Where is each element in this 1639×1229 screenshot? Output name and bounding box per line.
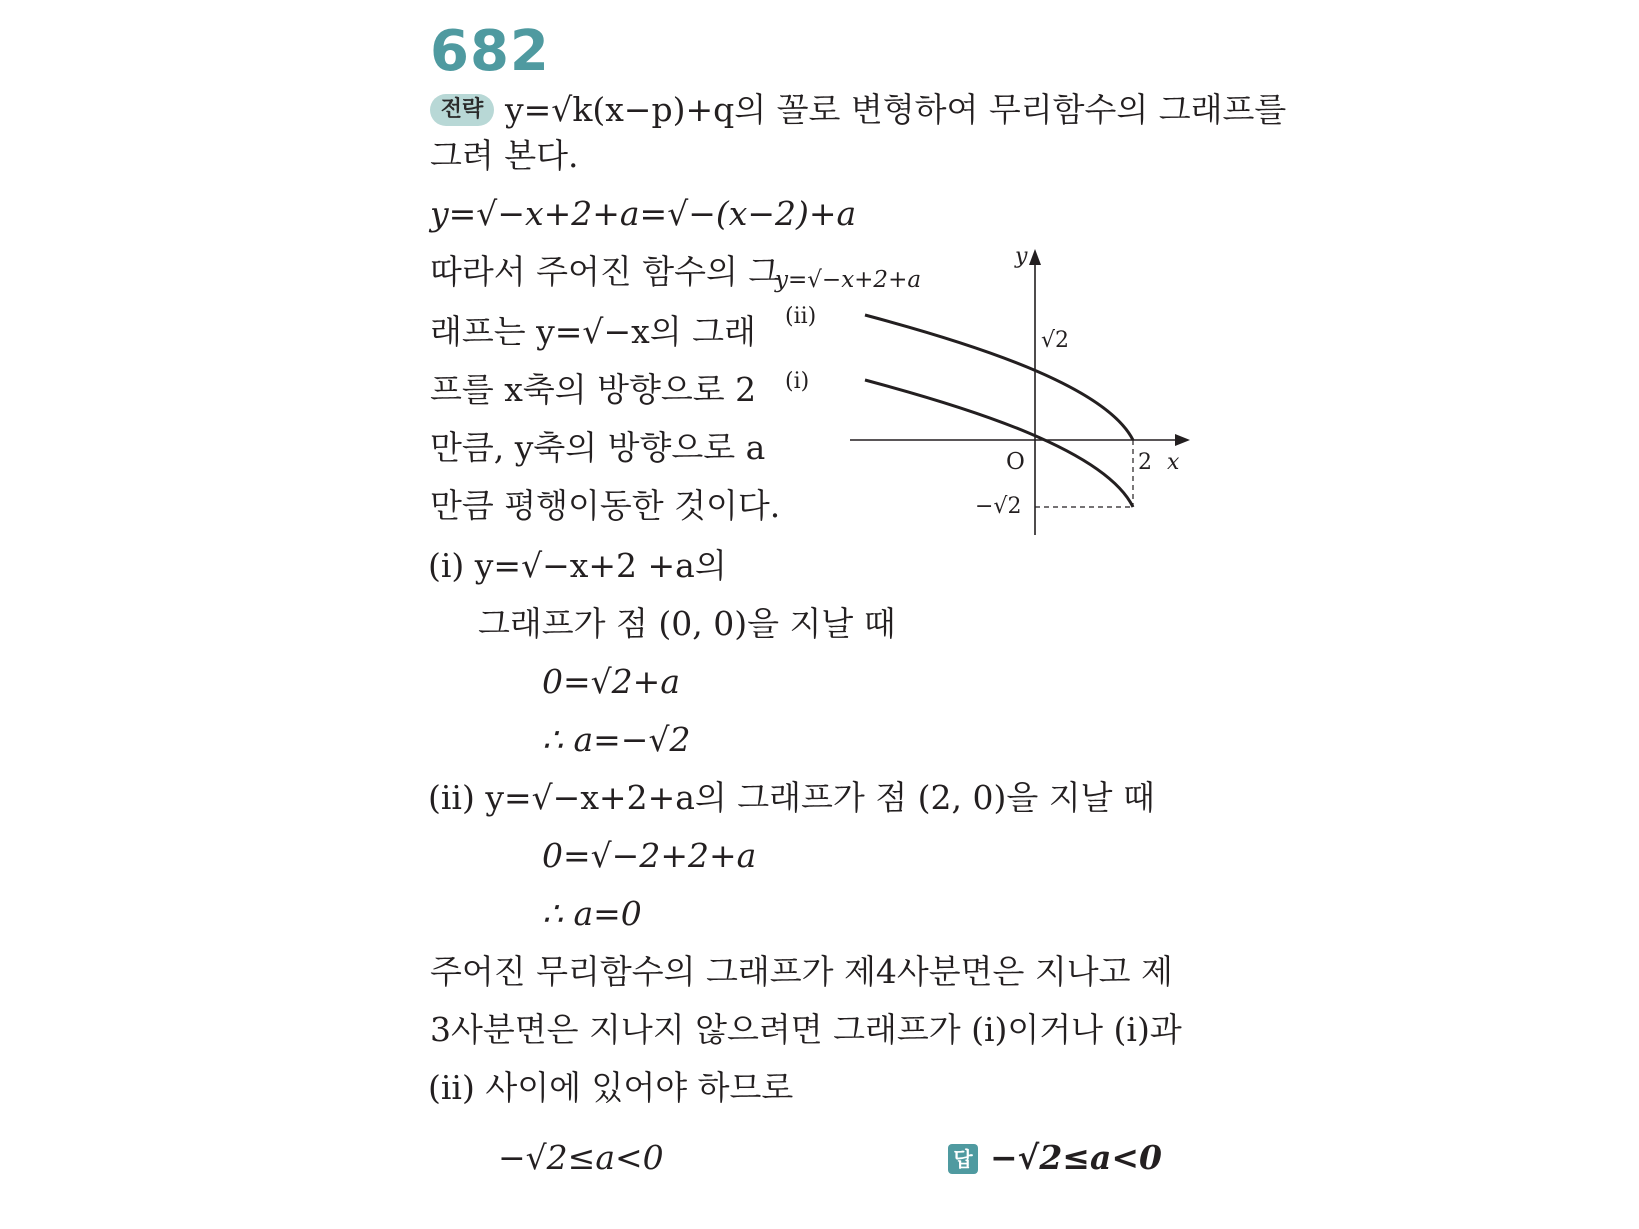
curve-label-i: (i) (785, 369, 810, 394)
case-1-result: ∴ a=−√2 (542, 720, 691, 759)
conclusion-line-3: (ii) 사이에 있어야 하므로 (428, 1068, 794, 1107)
tick-label-neg-sqrt2: −√2 (975, 494, 1022, 519)
final-inequality: −√2≤a<0 (498, 1138, 664, 1177)
paragraph-line-2: 래프는 y=√−x의 그래 (430, 312, 756, 351)
function-graph (775, 244, 1200, 545)
problem-number: 682 (430, 19, 550, 84)
paragraph-line-5: 만큼 평행이동한 것이다. (430, 486, 781, 525)
y-axis-arrow (1029, 249, 1041, 265)
paragraph-line-3: 프를 x축의 방향으로 2 (430, 370, 757, 409)
case-1-equation: 0=√2+a (542, 662, 680, 701)
function-label: y=√−x+2+a (775, 267, 922, 293)
tick-label-sqrt2: √2 (1041, 328, 1070, 353)
axis-label-x: x (1167, 450, 1180, 475)
answer-tag: 답 (948, 1144, 978, 1174)
strategy-line-1: y=√k(x−p)+q의 꼴로 변형하여 무리함수의 그래프를 (505, 90, 1287, 129)
tick-label-x-2: 2 (1138, 450, 1152, 475)
x-axis-arrow (1175, 434, 1190, 446)
case-2-line-1: (ii) y=√−x+2+a의 그래프가 점 (2, 0)을 지날 때 (428, 778, 1155, 817)
paragraph-line-4: 만큼, y축의 방향으로 a (430, 428, 766, 467)
case-1-line-2: 그래프가 점 (0, 0)을 지날 때 (478, 604, 896, 643)
origin-label: O (1006, 449, 1025, 475)
strategy-line-2: 그려 본다. (430, 136, 579, 175)
answer-value: −√2≤a<0 (990, 1138, 1162, 1177)
case-2-equation: 0=√−2+2+a (542, 836, 757, 875)
case-2-result: ∴ a=0 (542, 894, 642, 933)
strategy-tag: 전략 (430, 94, 494, 126)
conclusion-line-2: 3사분면은 지나지 않으려면 그래프가 (i)이거나 (i)과 (430, 1010, 1182, 1049)
conclusion-line-1: 주어진 무리함수의 그래프가 제4사분면은 지나고 제 (430, 952, 1173, 991)
transform-equation: y=√−x+2+a=√−(x−2)+a (430, 194, 857, 233)
axis-label-y: y (1015, 244, 1028, 269)
curve-label-ii: (ii) (785, 304, 817, 329)
paragraph-line-1: 따라서 주어진 함수의 그 (430, 252, 781, 291)
case-1-line-1: (i) y=√−x+2 +a의 (428, 546, 727, 585)
